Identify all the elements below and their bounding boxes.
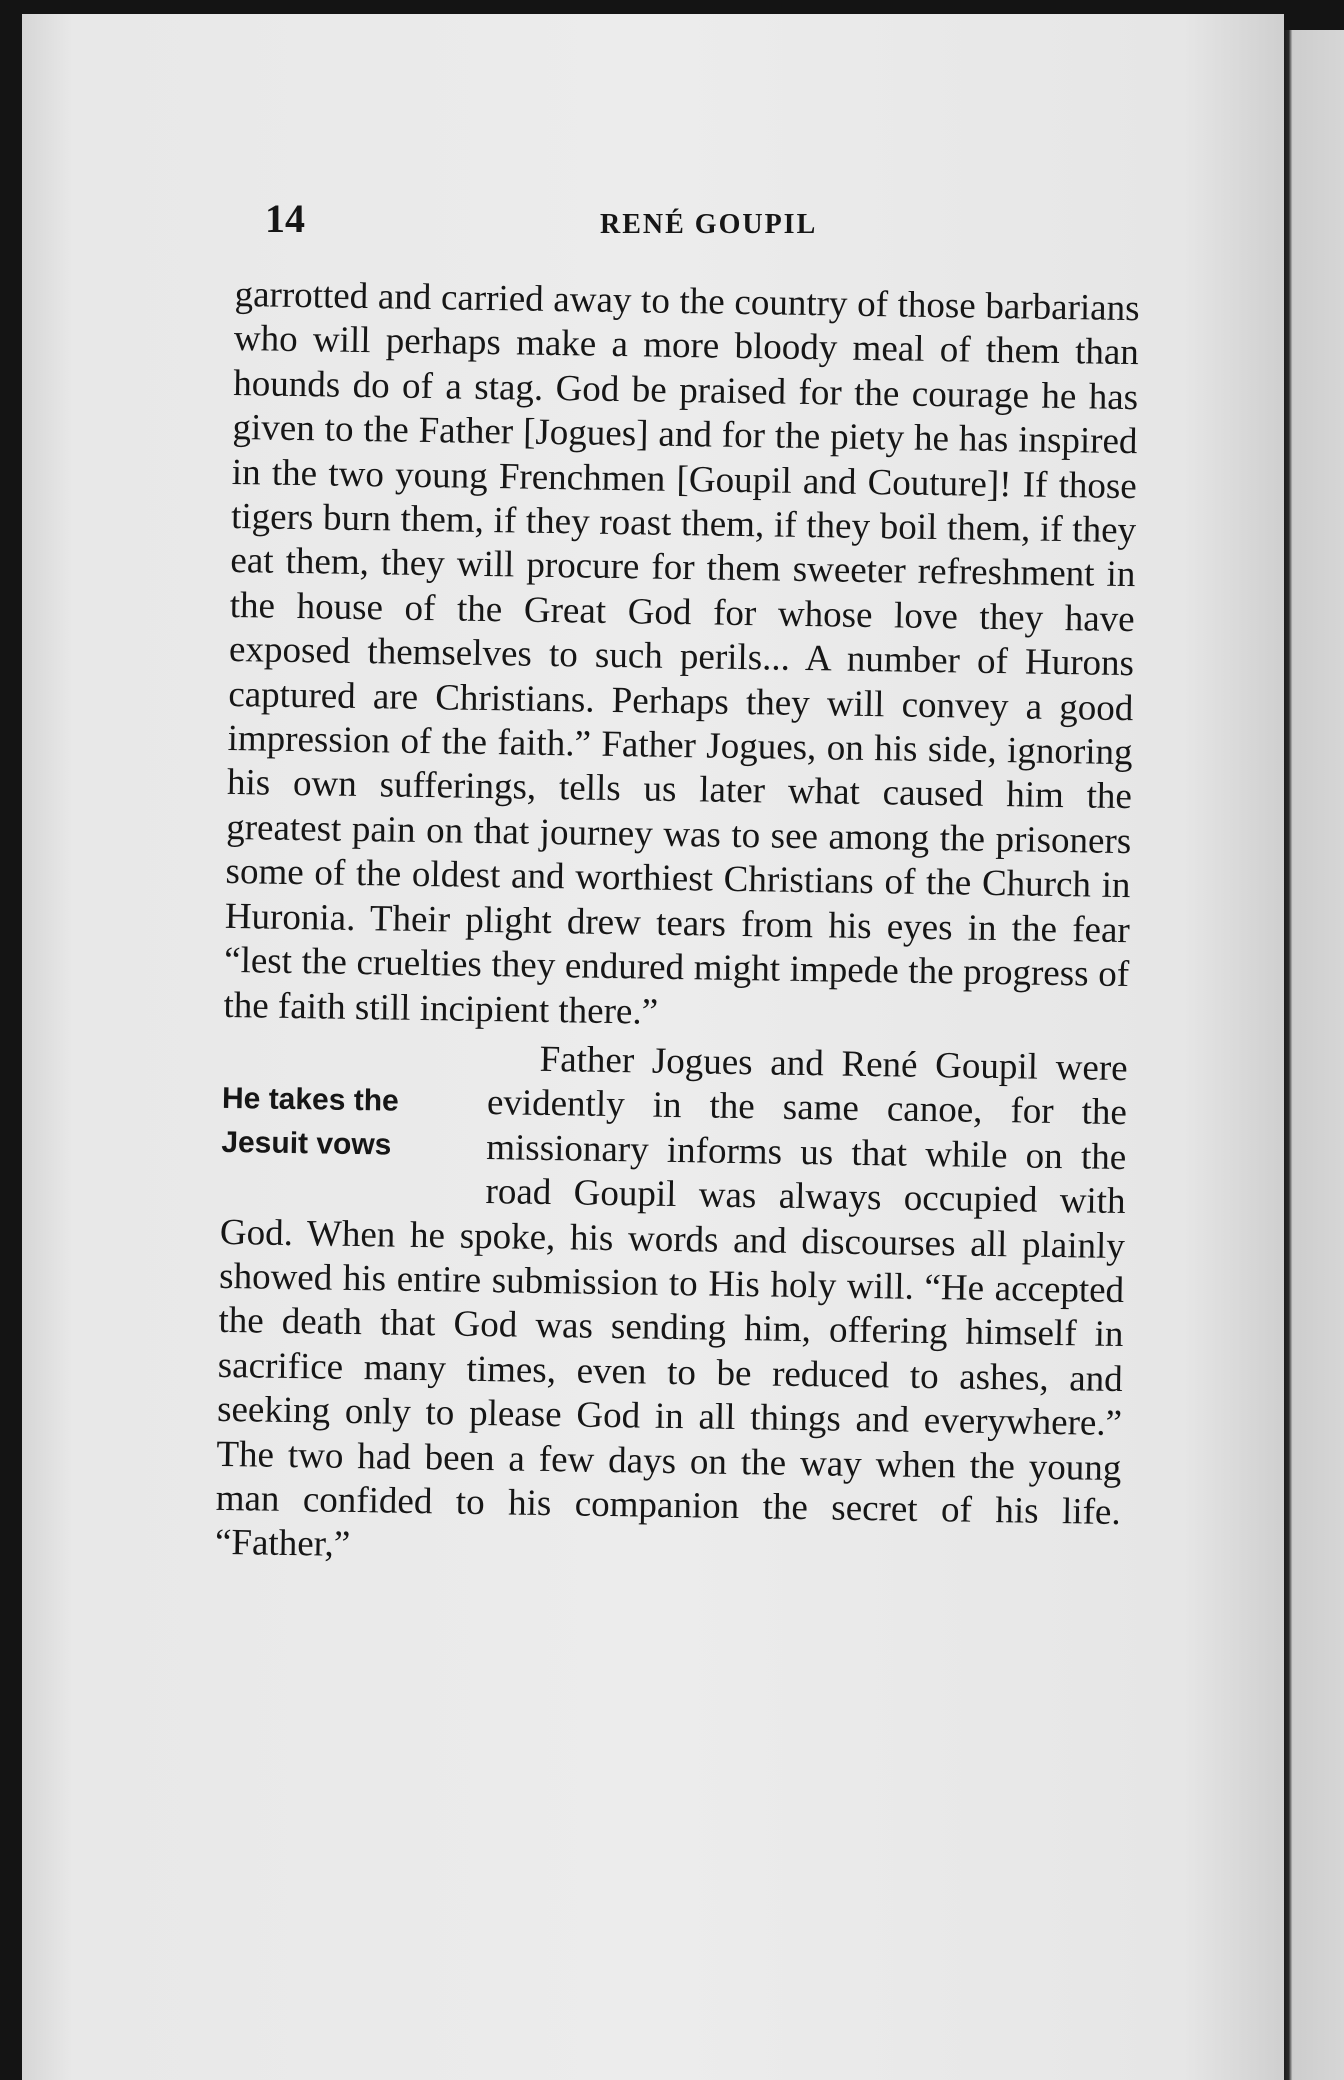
- body-text: [215, 273, 1140, 1580]
- running-title: RENÉ GOUPIL: [600, 209, 818, 240]
- paragraph: [215, 1033, 1128, 1580]
- paragraph: garrotted and carried away to the country of those barbarians who will perhaps make a more bloody meal of them than hounds do of a stag. God be praised for the courage he has given to the Father [Jogues] and for the piety he has inspired in the two young Frenchmen [Goupil and Couture]! If those tigers burn them, if they roast them, if they boil them, if they eat them, they will procure for them sweeter refreshment in the house of the Great God for whose love they have exposed themselves to such perils... A number of Hurons captured are Christians. Perhaps they will convey a good impression of the faith.” Father Jogues, on his side, ignoring his own sufferings, tells us later what caused him the greatest pain on that journey was to see among the prisoners some of the oldest and worthiest Christians of the Church in Huronia. Their plight drew tears from his eyes in the fear “lest the cruelties they endured might impede the progress of the faith still incipient there.”: [223, 273, 1140, 1033]
- page-number: 14: [265, 196, 305, 241]
- paragraph-text: Father Jogues and René Goupil were evidently in the same canoe, for the missionary informs us that while on the road Goupil was always occupied with God. When he spoke, his words and discourses all plainly showed his entire submission to His holy will. “He accepted the death that God was sending him, offering himself in sacrifice many times, even to be reduced to ashes, and seeking only to please God in all things and everywhere.” The two had been a few days on the way when the young man confided to his companion the secret of his life. “Father,”: [214, 1038, 1128, 1566]
- margin-note: He takes the Jesuit vows: [221, 1081, 400, 1162]
- running-head: [235, 195, 1140, 255]
- page-content: [214, 195, 1140, 1566]
- facing-page-edge: [1284, 30, 1344, 2080]
